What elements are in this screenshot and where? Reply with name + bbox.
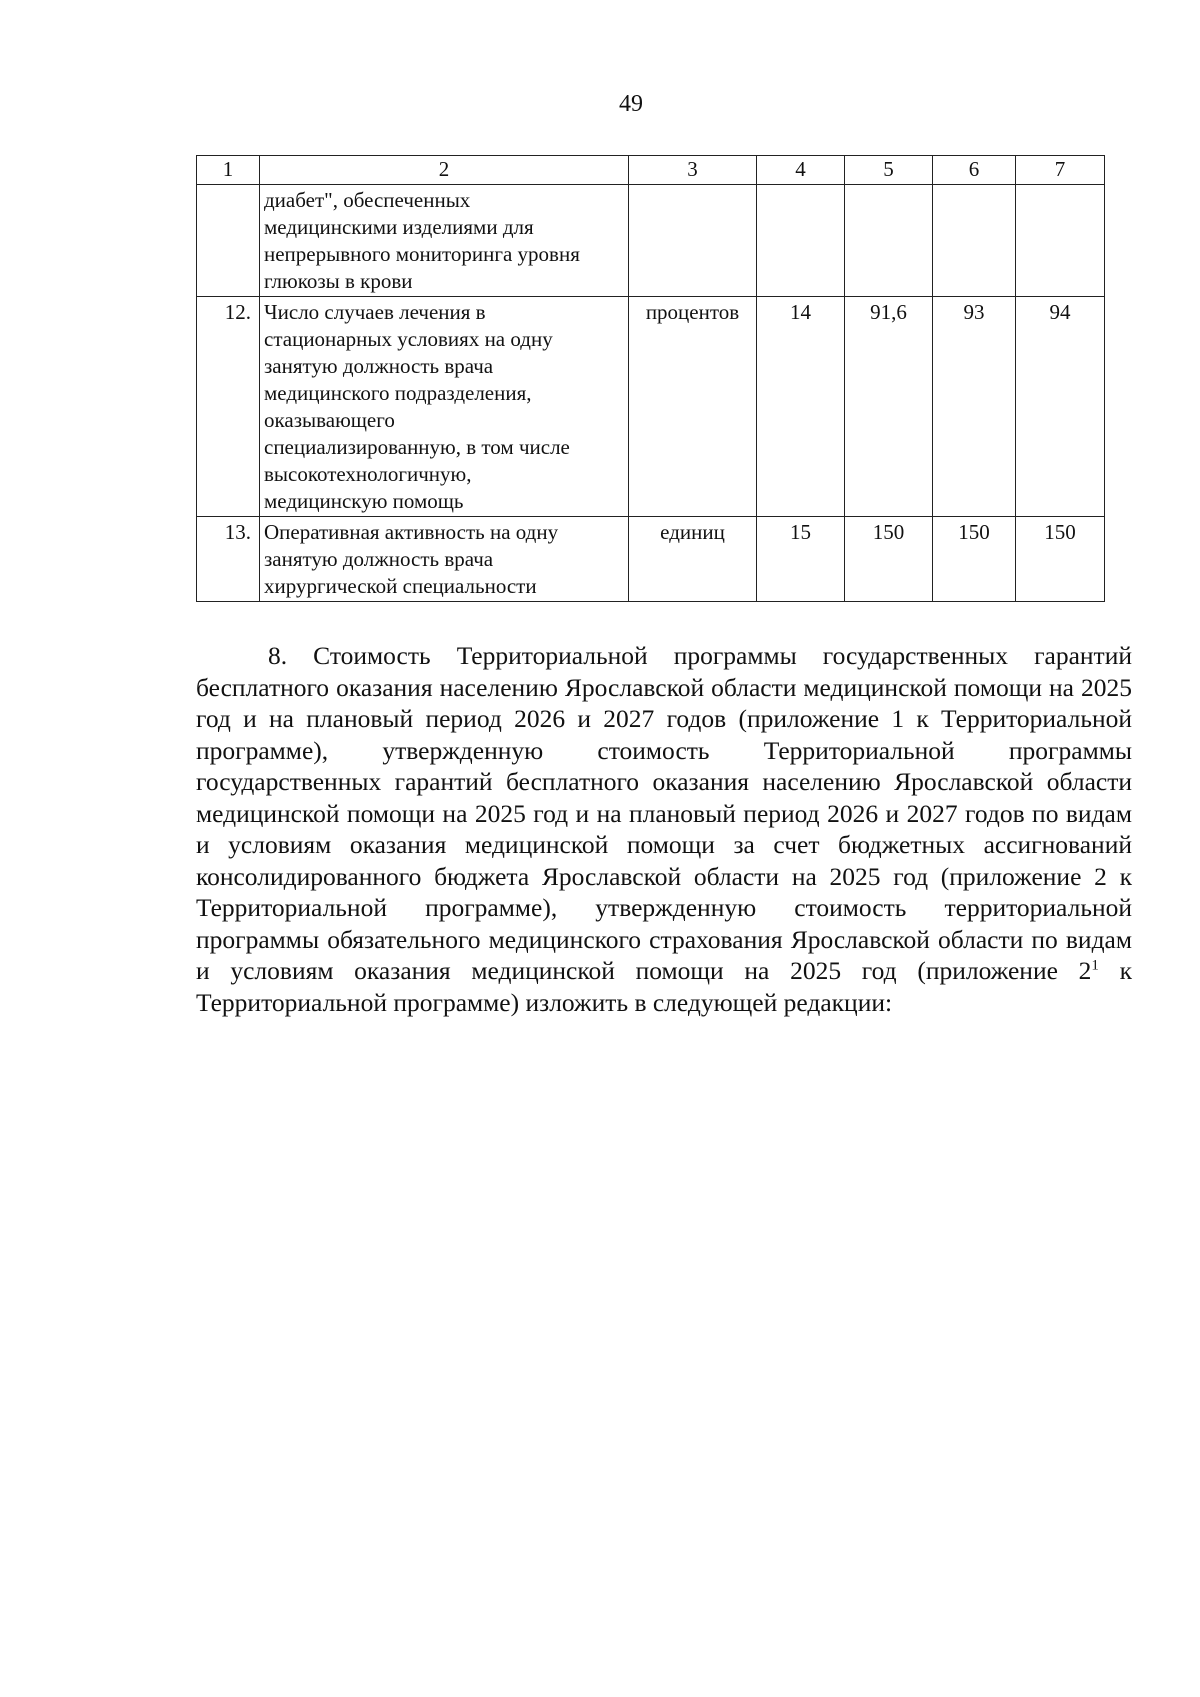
row-number-cell: 13. — [197, 517, 260, 602]
indicator-name-cell — [260, 185, 629, 297]
value-cell — [933, 185, 1016, 297]
name-line: оказывающего — [264, 408, 395, 432]
name-line: непрерывного мониторинга уровня — [264, 242, 580, 266]
value-cell: 14 — [757, 297, 845, 517]
name-line: медицинскую помощь — [264, 489, 464, 513]
name-line: глюкозы в крови — [264, 269, 413, 293]
name-line: хирургической специальности — [264, 574, 537, 598]
superscript: 1 — [1091, 957, 1099, 974]
name-line: Оперативная активность на одну — [264, 520, 559, 544]
unit-cell: единиц — [629, 517, 757, 602]
name-line: стационарных условиях на одну — [264, 327, 553, 351]
value-cell: 93 — [933, 297, 1016, 517]
unit-cell — [629, 185, 757, 297]
table-row — [197, 517, 1105, 602]
name-line: специализированную, в том числе — [264, 435, 570, 459]
value-cell — [1016, 185, 1105, 297]
value-cell: 15 — [757, 517, 845, 602]
name-line: медицинскими изделиями для — [264, 215, 534, 239]
paragraph-text: 8. Стоимость Территориальной программы государственных гарантий бесплатного оказания населению Ярославской области медицинской помощи на 2025 год и на плановый период 2026 и 2027 годов (приложение 1 к Территориальной программе), утвержденную стоимость Территориальной программы государственных гарантий бесплатного оказания населению Ярославской области медицинской помощи на 2025 год и на плановый период 2026 и 2027 годов по видам и условиям оказания медицинской помощи за счет бюджетных ассигнований консолидированного бюджета Ярославской области на 2025 год (приложение 2 к Территориальной программе), утвержденную стоимость территориальной программы обязательного медицинского страхования Ярославской области по видам и условиям оказания медицинской помощи на 2025 год (приложение 2 — [196, 641, 1132, 985]
header-cell: 1 — [197, 156, 260, 185]
indicators-table — [196, 155, 1105, 602]
table-row — [197, 185, 1105, 297]
value-cell: 150 — [1016, 517, 1105, 602]
table-header-row — [197, 156, 1105, 185]
cost-paragraph — [196, 640, 1132, 1018]
page-number: 49 — [619, 91, 643, 117]
header-cell: 4 — [757, 156, 845, 185]
value-cell: 150 — [933, 517, 1016, 602]
paragraph-text: к Территориальной программе) изложить в следующей редакции: — [196, 956, 1132, 1017]
header-cell: 5 — [845, 156, 933, 185]
table-row — [197, 297, 1105, 517]
value-cell: 94 — [1016, 297, 1105, 517]
row-number-cell — [197, 185, 260, 297]
name-line: занятую должность врача — [264, 354, 494, 378]
value-cell: 150 — [845, 517, 933, 602]
value-cell — [757, 185, 845, 297]
name-line: Число случаев лечения в — [264, 300, 486, 324]
value-cell — [845, 185, 933, 297]
name-line: занятую должность врача — [264, 547, 494, 571]
indicator-name-cell — [260, 517, 629, 602]
header-cell: 2 — [260, 156, 629, 185]
header-cell: 7 — [1016, 156, 1105, 185]
unit-cell: процентов — [629, 297, 757, 517]
name-line: диабет", обеспеченных — [264, 188, 471, 212]
name-line: высокотехнологичную, — [264, 462, 472, 486]
header-cell: 3 — [629, 156, 757, 185]
header-cell: 6 — [933, 156, 1016, 185]
value-cell: 91,6 — [845, 297, 933, 517]
name-line: медицинского подразделения, — [264, 381, 532, 405]
indicator-name-cell — [260, 297, 629, 517]
row-number-cell: 12. — [197, 297, 260, 517]
